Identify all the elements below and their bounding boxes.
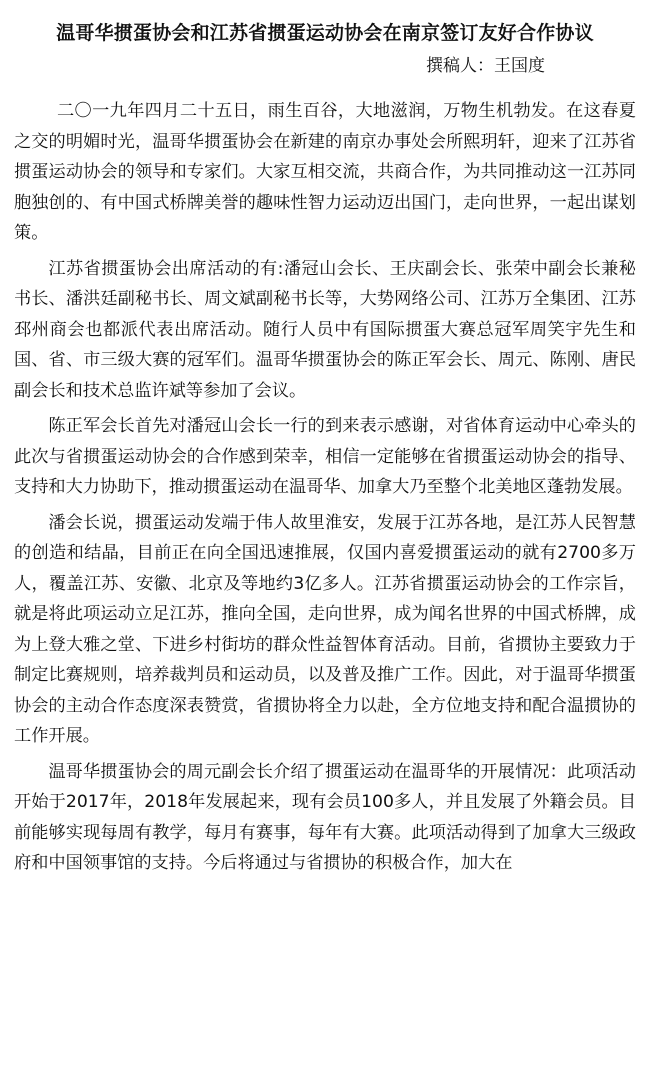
paragraph-4: 潘会长说，掼蛋运动发端于伟人故里淮安，发展于江苏各地，是江苏人民智慧的创造和结晶，目前正在向全国迅速推展，仅国内喜爱掼蛋运动的就有2700多万人，覆盖江苏、安徽、北京及等地约3亿多人。江苏省掼蛋运动协会的工作宗旨，就是将此项运动立足江苏，推向全国，走向世界，成为闻名世界的中国式桥牌，成为上登大雅之堂、下进乡村街坊的群众性益智体育活动。目前，省掼协主要致力于制定比赛规则，培养裁判员和运动员，以及普及推广工作。因此，对于温哥华掼蛋协会的主动合作态度深表赞赏，省掼协将全力以赴，全方位地支持和配合温掼协的工作开展。 <box>14 512 636 746</box>
author-line: 撰稿人：王国度 <box>426 56 545 76</box>
paragraph-3: 陈正军会长首先对潘冠山会长一行的到来表示感谢，对省体育运动中心牵头的此次与省掼蛋运动协会的合作感到荣幸，相信一定能够在省掼蛋运动协会的指导、支持和大力协助下，推动掼蛋运动在温哥华、加拿大乃至整个北美地区蓬勃发展。 <box>14 416 636 497</box>
document-title: 温哥华掼蛋协会和江苏省掼蛋运动协会在南京签订友好合作协议 <box>56 22 594 44</box>
paragraph-2: 江苏省掼蛋协会出席活动的有:潘冠山会长、王庆副会长、张荣中副会长兼秘书长、潘洪廷副秘书长、周文斌副秘书长等，大势网络公司、江苏万全集团、江苏邳州商会也都派代表出席活动。随行人员中有国际掼蛋大赛总冠军周笑宇先生和国、省、市三级大赛的冠军们。温哥华掼蛋协会的陈正军会长、周元、陈刚、唐民副会长和技术总监许斌等参加了会议。 <box>14 258 636 401</box>
paragraph-1: 二〇一九年四月二十五日，雨生百谷，大地滋润，万物生机勃发。在这春夏之交的明媚时光，温哥华掼蛋协会在新建的南京办事处会所熙玥轩，迎来了江苏省掼蛋运动协会的领导和专家们。大家互相交流，共商合作，为共同推动这一江苏同胞独创的、有中国式桥牌美誉的趣味性智力运动迈出国门，走向世界，一起出谋划策。 <box>14 101 636 243</box>
document-body <box>14 96 636 879</box>
paragraph-5: 温哥华掼蛋协会的周元副会长介绍了掼蛋运动在温哥华的开展情况：此项活动开始于2017年，2018年发展起来，现有会员100多人，并且发展了外籍会员。目前能够实现每周有教学，每月有赛事，每年有大赛。此项活动得到了加拿大三级政府和中国领事馆的支持。今后将通过与省掼协的积极合作，加大在 <box>14 761 636 873</box>
